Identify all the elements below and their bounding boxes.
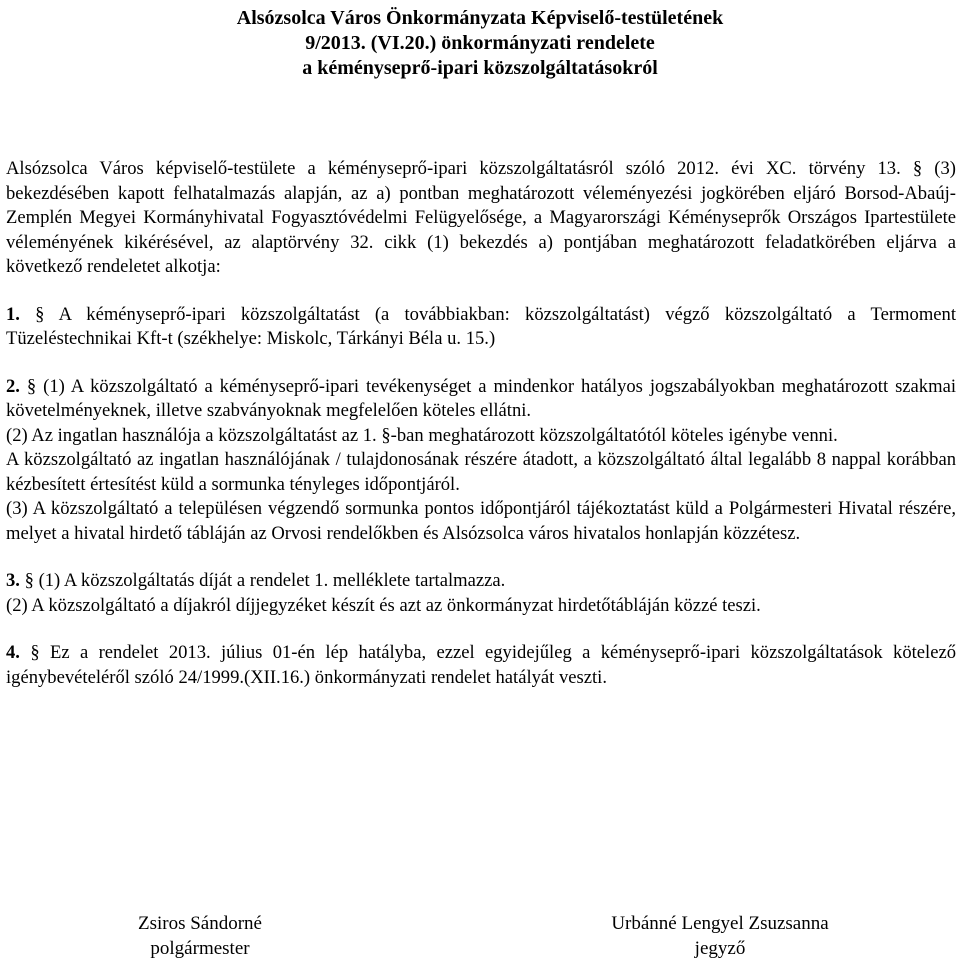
signature-notary-name: Urbánné Lengyel Zsuzsanna: [611, 913, 829, 934]
signature-block: [0, 911, 960, 961]
signature-mayor: [100, 911, 300, 961]
section-2-text-1: (1) A közszolgáltató a kéményseprő-ipari tevékenységet a mindenkor hatályos jogszabályokban meghatározott szakmai követelményeknek, illetve szabványoknak megfelelően köteles ellátni.: [6, 375, 956, 421]
section-1-number: 1.: [6, 303, 20, 325]
signature-notary: [555, 911, 885, 961]
signature-mayor-title: polgármester: [150, 938, 250, 959]
section-2-paragraph-3: A közszolgáltató az ingatlan használójának / tulajdonosának részére átadott, a közszolgáltató által legalább 8 nappal korábban kézbesített értesítést küld a sormunka tényleges időpontjáról.: [6, 449, 956, 495]
section-symbol: §: [26, 375, 37, 397]
section-4-number: 4.: [6, 642, 20, 663]
title-line-3: a kéményseprő-ipari közszolgáltatásokról: [302, 57, 658, 79]
preamble: Alsózsolca Város képviselő-testülete a kéményseprő-ipari közszolgáltatásról szóló 2012. évi XC. törvény 13. § (3) bekezdésében kapott felhatalmazás alapján, az a) pontban meghatározott véleményezési jogkörében eljáró Borsod-Abaúj-Zemplén Megyei Kormányhivatal Fogyasztóvédelmi Felügyelősége, a Magyarországi Kéményseprők Országos Ipartestülete véleményének kikérésével, az alaptörvény 32. cikk (1) bekezdés a) pontjában meghatározott feladatkörében eljárva a következő rendeletet alkotja:: [6, 158, 956, 277]
title-line-1: Alsózsolca Város Önkormányzata Képviselő-testületének: [236, 7, 724, 29]
section-symbol: §: [30, 642, 40, 663]
title-line-2: 9/2013. (VI.20.) önkormányzati rendelete: [305, 32, 655, 54]
section-symbol: §: [35, 303, 45, 325]
section-3-paragraph-2: (2) A közszolgáltató a díjakról díjjegyzéket készít és azt az önkormányzat hirdetőtábláján közzé teszi.: [6, 594, 761, 616]
section-2-paragraph-1: [6, 375, 956, 424]
section-3-paragraph-1: [6, 569, 956, 594]
section-1-text: A kéményseprő-ipari közszolgáltatást (a továbbiakban: közszolgáltatást) végző közszolgáltató a Termoment Tüzeléstechnikai Kft-t (székhelye: Miskolc, Tárkányi Béla u. 15.): [6, 303, 956, 349]
section-2-number: 2.: [6, 375, 20, 397]
signature-mayor-name: Zsiros Sándorné: [137, 913, 262, 934]
section-symbol: §: [24, 570, 34, 591]
section-1: [6, 303, 956, 352]
document-title: [0, 6, 960, 81]
section-3-text-1: (1) A közszolgáltatás díját a rendelet 1. melléklete tartalmazza.: [38, 570, 506, 591]
section-3-number: 3.: [6, 570, 20, 591]
section-2-paragraph-2: (2) Az ingatlan használója a közszolgáltatást az 1. §-ban meghatározott közszolgáltatótól köteles igénybe venni.: [6, 424, 838, 446]
section-4: [6, 641, 956, 690]
signature-notary-title: jegyző: [694, 938, 746, 959]
document-body: [6, 157, 956, 690]
section-4-text: Ez a rendelet 2013. július 01-én lép hatályba, ezzel egyidejűleg a kéményseprő-ipari közszolgáltatások kötelező igénybevételéről szóló 24/1999.(XII.16.) önkormányzati rendelet hatályát veszti.: [6, 642, 957, 688]
section-2-paragraph-4: (3) A közszolgáltató a településen végzendő sormunka pontos időpontjáról tájékoztatást küld a Polgármesteri Hivatal részére, melyet a hivatal hirdető tábláján az Orvosi rendelőkben és Alsózsolca város hivatalos honlapján közzétesz.: [6, 498, 956, 544]
